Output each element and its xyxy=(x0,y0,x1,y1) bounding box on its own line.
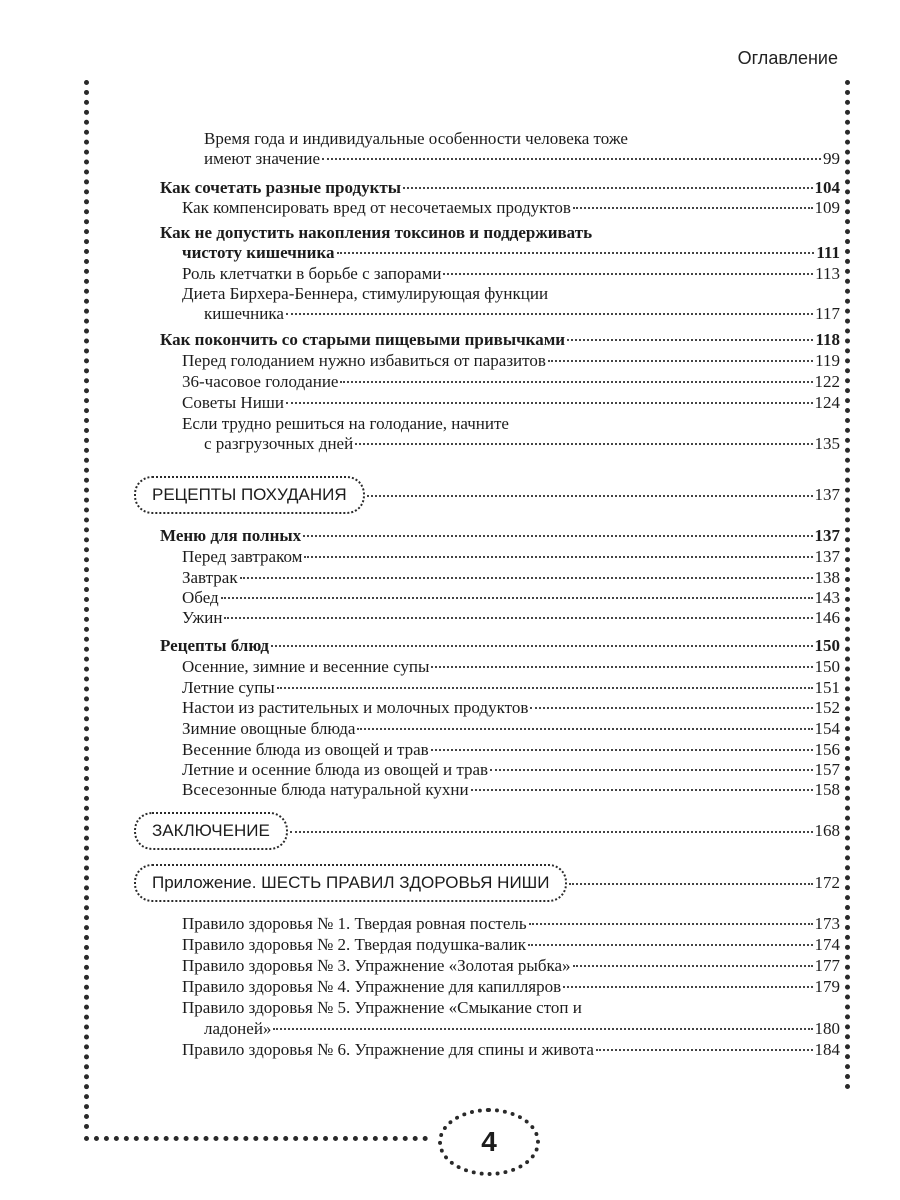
toc-page-number: 156 xyxy=(814,740,840,759)
toc-entry-label: Завтрак xyxy=(182,568,238,587)
toc-entry-label: с разгрузочных дней xyxy=(204,434,354,453)
toc-entry-label: Летние супы xyxy=(182,678,275,697)
toc-entry-label: Правило здоровья № 6. Упражнение для спины и живота xyxy=(182,1040,594,1059)
dot-leader xyxy=(403,186,812,189)
dot-leader xyxy=(490,768,812,771)
toc-entry[interactable] xyxy=(182,677,840,698)
toc-page-number: 109 xyxy=(814,198,840,217)
toc-page-number: 137 xyxy=(814,547,840,566)
toc-entry-label: чистоту кишечника xyxy=(182,243,335,262)
toc-entry[interactable] xyxy=(182,656,840,677)
toc-entry[interactable] xyxy=(182,913,840,934)
toc-entry[interactable] xyxy=(182,197,840,218)
toc-page-number: 119 xyxy=(815,351,840,370)
toc-page-number: 138 xyxy=(814,568,840,587)
toc-entry[interactable] xyxy=(204,148,840,169)
toc-entry-label: Весенние блюда из овощей и трав xyxy=(182,740,429,759)
toc-chapter-entry[interactable] xyxy=(182,242,840,263)
toc-entry[interactable] xyxy=(204,1018,840,1039)
dot-leader xyxy=(431,665,812,668)
toc-entry[interactable] xyxy=(182,934,840,955)
dot-leader xyxy=(528,943,812,946)
dot-leader xyxy=(530,706,812,709)
toc-entry-line: Как не допустить накопления токсинов и поддерживать xyxy=(160,223,593,242)
toc-page-number: 99 xyxy=(823,149,840,168)
section-title-pill: ЗАКЛЮЧЕНИЕ xyxy=(134,812,288,850)
toc-entry-label: Перед завтраком xyxy=(182,547,303,566)
toc-page-number: 124 xyxy=(814,393,840,412)
dot-leader xyxy=(277,686,813,689)
toc-entry-label: Ужин xyxy=(182,608,223,627)
toc-page-number: 150 xyxy=(814,657,840,676)
dotted-border-bottom xyxy=(84,1136,428,1141)
dot-leader xyxy=(221,596,813,599)
toc-entry[interactable] xyxy=(182,263,840,284)
dot-leader xyxy=(271,644,813,647)
toc-page-number: 177 xyxy=(814,956,840,975)
toc-page-number: 154 xyxy=(814,719,840,738)
toc-entry-label: Рецепты блюд xyxy=(160,636,269,655)
toc-page-number: 180 xyxy=(814,1019,840,1038)
toc-page-number: 174 xyxy=(814,935,840,954)
toc-entry-label: Роль клетчатки в борьбе с запорами xyxy=(182,264,442,283)
toc-entry[interactable] xyxy=(182,567,840,588)
dot-leader xyxy=(569,882,812,885)
toc-page-number: 104 xyxy=(814,178,840,197)
toc-entry[interactable] xyxy=(182,739,840,760)
dot-leader xyxy=(529,922,813,925)
toc-section[interactable] xyxy=(134,814,840,848)
toc-page-number: 122 xyxy=(814,372,840,391)
dotted-border-left xyxy=(84,80,89,1130)
toc-page-number: 151 xyxy=(814,678,840,697)
toc-entry-label: Меню для полных xyxy=(160,526,302,545)
toc-page-number: 173 xyxy=(814,914,840,933)
dot-leader xyxy=(337,251,815,254)
toc-page-number: 146 xyxy=(814,608,840,627)
dot-leader xyxy=(304,555,812,558)
toc-entry[interactable] xyxy=(182,1039,840,1060)
toc-entry-label: Настои из растительных и молочных продуктов xyxy=(182,698,529,717)
dot-leader xyxy=(290,830,813,833)
toc-entry[interactable] xyxy=(182,607,840,628)
toc-page-number: 137 xyxy=(814,526,840,545)
dot-leader xyxy=(240,576,813,579)
dot-leader xyxy=(224,616,812,619)
dot-leader xyxy=(548,359,813,362)
toc-entry-line: Правило здоровья № 5. Упражнение «Смыкание стоп и xyxy=(182,998,582,1017)
toc-entry-label: Как сочетать разные продукты xyxy=(160,178,402,197)
running-header-title: Оглавление xyxy=(737,48,838,68)
toc-entry[interactable] xyxy=(182,955,840,976)
toc-entry-line: Диета Бирхера-Беннера, стимулирующая функции xyxy=(182,284,549,303)
toc-section[interactable] xyxy=(134,478,840,512)
dot-leader xyxy=(573,964,813,967)
toc-entry[interactable] xyxy=(182,697,840,718)
toc-page-number: 135 xyxy=(814,434,840,453)
toc-section[interactable] xyxy=(134,866,840,900)
dotted-border-right xyxy=(845,80,850,1090)
toc-page-number: 143 xyxy=(814,588,840,607)
dot-leader xyxy=(303,534,812,537)
dot-leader xyxy=(563,985,812,988)
toc-entry[interactable] xyxy=(182,350,840,371)
toc-chapter-entry[interactable] xyxy=(160,525,840,546)
toc-page-number: 158 xyxy=(814,780,840,799)
dot-leader xyxy=(322,157,821,160)
toc-entry-label: ладоней» xyxy=(204,1019,272,1038)
toc-entry[interactable] xyxy=(182,779,840,800)
toc-entry-label: Правило здоровья № 2. Твердая подушка-валик xyxy=(182,935,527,954)
dot-leader xyxy=(286,401,813,404)
section-title-pill: РЕЦЕПТЫ ПОХУДАНИЯ xyxy=(134,476,365,514)
toc-chapter-entry[interactable] xyxy=(160,635,840,656)
toc-page-number: 150 xyxy=(814,636,840,655)
toc-page-number: 137 xyxy=(814,485,840,504)
toc-page-number: 117 xyxy=(815,304,840,323)
toc-entry[interactable] xyxy=(204,303,840,324)
toc-entry-label: Зимние овощные блюда xyxy=(182,719,356,738)
dot-leader xyxy=(340,380,812,383)
toc-chapter-entry[interactable] xyxy=(160,329,840,350)
dot-leader xyxy=(355,442,812,445)
dot-leader xyxy=(596,1048,813,1051)
toc-entry-label: Правило здоровья № 1. Твердая ровная постель xyxy=(182,914,527,933)
toc-page-number: 184 xyxy=(814,1040,840,1059)
toc-entry-line: Время года и индивидуальные особенности человека тоже xyxy=(204,129,628,148)
toc-entry-label: 36-часовое голодание xyxy=(182,372,339,391)
toc-page-number: 111 xyxy=(816,243,840,262)
toc-entry-label: имеют значение xyxy=(204,149,321,168)
dot-leader xyxy=(431,748,813,751)
dot-leader xyxy=(443,272,813,275)
toc-entry[interactable] xyxy=(182,587,840,608)
dot-leader xyxy=(471,788,813,791)
toc-chapter-entry[interactable] xyxy=(160,177,840,198)
section-title-pill: Приложение. ШЕСТЬ ПРАВИЛ ЗДОРОВЬЯ НИШИ xyxy=(134,864,567,902)
dot-leader xyxy=(357,727,812,730)
toc-entry-label: Правило здоровья № 4. Упражнение для капилляров xyxy=(182,977,562,996)
toc-entry-label: Как покончить со старыми пищевыми привычками xyxy=(160,330,566,349)
toc-entry[interactable] xyxy=(204,433,840,454)
toc-entry-label: Осенние, зимние и весенние супы xyxy=(182,657,430,676)
dot-leader xyxy=(367,494,813,497)
dot-leader xyxy=(286,312,813,315)
toc-entry[interactable] xyxy=(182,976,840,997)
toc-page-number: 152 xyxy=(814,698,840,717)
toc-entry[interactable] xyxy=(182,718,840,739)
toc-page-number: 179 xyxy=(814,977,840,996)
toc-entry-label: Как компенсировать вред от несочетаемых продуктов xyxy=(182,198,571,217)
toc-entry[interactable] xyxy=(182,392,840,413)
toc-entry-label: Летние и осенние блюда из овощей и трав xyxy=(182,760,489,779)
toc-entry-label: Правило здоровья № 3. Упражнение «Золотая рыбка» xyxy=(182,956,571,975)
toc-entry-label: Перед голоданием нужно избавиться от паразитов xyxy=(182,351,546,370)
toc-entry-label: Советы Ниши xyxy=(182,393,284,412)
toc-page-number: 172 xyxy=(814,873,840,892)
toc-entry-line: Если трудно решиться на голодание, начните xyxy=(182,414,509,433)
toc-entry[interactable] xyxy=(182,371,840,392)
toc-entry-label: кишечника xyxy=(204,304,284,323)
toc-page-number: 157 xyxy=(814,760,840,779)
dot-leader xyxy=(567,338,813,341)
toc-entry[interactable] xyxy=(182,546,840,567)
toc-page-number: 113 xyxy=(815,264,840,283)
toc-entry-label: Всесезонные блюда натуральной кухни xyxy=(182,780,469,799)
toc-page-number: 168 xyxy=(814,821,840,840)
dot-leader xyxy=(273,1027,812,1030)
dot-leader xyxy=(573,206,813,209)
page-number: 4 xyxy=(438,1108,540,1176)
toc-entry-label: Обед xyxy=(182,588,219,607)
toc-page-number: 118 xyxy=(815,330,840,349)
toc-entry[interactable] xyxy=(182,759,840,780)
